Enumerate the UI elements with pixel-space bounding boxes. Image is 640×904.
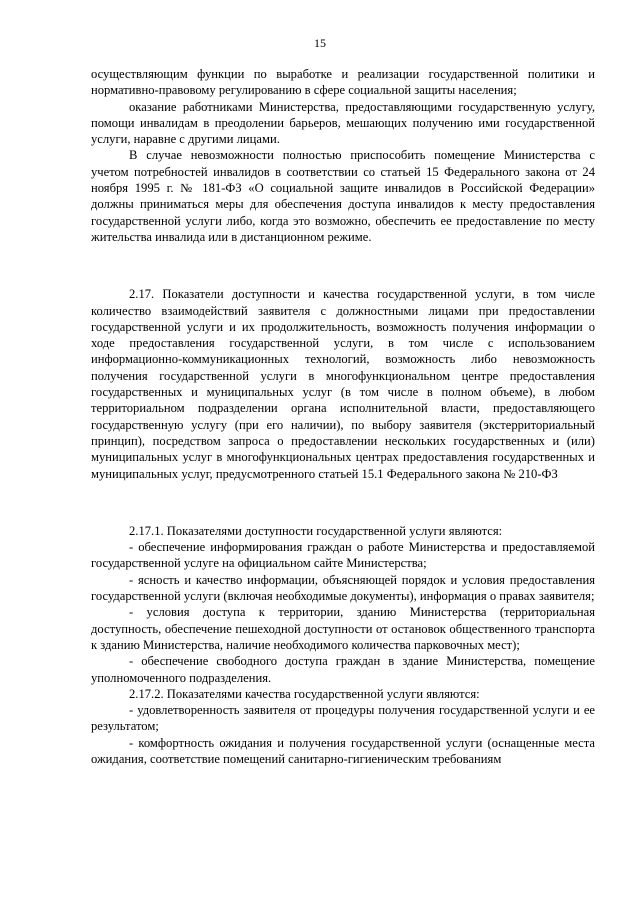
paragraph-accessibility-measures: В случае невозможности полностью приспособить помещение Министерства с учетом потребностей инвалидов в соответствии со статьей 15 Федерального закона от 24 ноября 1995 г. № 181-ФЗ «О социальной защите инвалидов в Российской Федерации» должны приниматься меры для обеспечения доступа инвалидов к месту предоставления государственной услуги либо, когда это возможно, обеспечить ее предоставление по месту жительства инвалида или в дистанционном режиме. bbox=[91, 148, 595, 244]
page-number: 15 bbox=[314, 36, 326, 50]
document-body bbox=[91, 66, 595, 767]
list-item: - удовлетворенность заявителя от процедуры получения государственной услуги и ее результатом; bbox=[91, 703, 595, 734]
list-item: - обеспечение свободного доступа граждан в здание Министерства, помещение уполномоченного подразделения. bbox=[91, 654, 595, 685]
list-item: - комфортность ожидания и получения государственной услуги (оснащенные места ожидания, соответствие помещений санитарно-гигиеническим требованиям bbox=[91, 735, 595, 766]
section-spacer bbox=[91, 245, 595, 286]
list-item: - условия доступа к территории, зданию Министерства (территориальная доступность, обеспечение пешеходной доступности от остановок общественного транспорта к зданию Министерства, наличие необходимого количества парковочных мест); bbox=[91, 605, 595, 652]
list-item: - обеспечение информирования граждан о работе Министерства и предоставляемой государственной услуге на официальном сайте Министерства; bbox=[91, 540, 595, 571]
section-spacer bbox=[91, 482, 595, 523]
paragraph-2-17-2: 2.17.2. Показателями качества государственной услуги являются: bbox=[129, 686, 480, 701]
list-item: - ясность и качество информации, объясняющей порядок и условия предоставления государственной услуги (включая необходимые документы), информация о правах заявителя; bbox=[91, 572, 595, 604]
paragraph-2-17: 2.17. Показатели доступности и качества государственной услуги, в том числе количество взаимодействий заявителя с должностными лицами при предоставлении государственной услуги и их продолжительность, возможность получения информации о ходе предоставления государственной услуги, в том числе с использованием информационно-коммуникационных технологий, возможность либо невозможность получения государственной услуги в многофункциональном центре предоставления государственных и муниципальных услуг (в том числе в полном объеме), в любом территориальном подразделении органа исполнительной власти, предоставляющего государственную услугу (при его наличии), по выбору заявителя (экстерриториальный принцип), посредством запроса о предоставлении нескольких государственных и (или) муниципальных услуг в многофункциональных центрах предоставления государственных и муниципальных услуг, предусмотренного статьей 15.1 Федерального закона № 210-ФЗ bbox=[91, 287, 595, 481]
paragraph-2-17-1: 2.17.1. Показателями доступности государственной услуги являются: bbox=[129, 523, 503, 538]
paragraph-assistance: оказание работниками Министерства, предоставляющими государственную услугу, помощи инвалидам в преодолении барьеров, мешающих получению ими государственной услуги, наравне с другими лицами. bbox=[91, 99, 595, 147]
paragraph-continuation: осуществляющим функции по выработке и реализации государственной политики и нормативно-правовому регулированию в сфере социальной защиты населения; bbox=[91, 67, 595, 98]
